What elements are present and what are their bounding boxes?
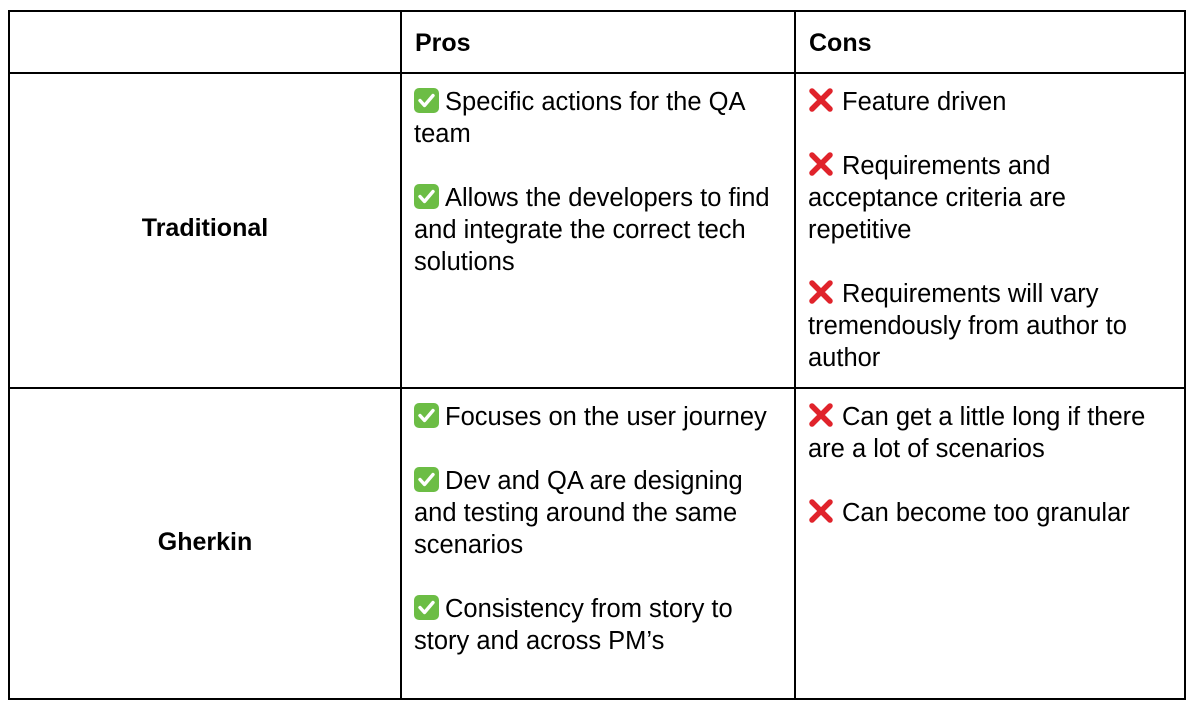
con-item xyxy=(808,278,1174,374)
check-mark-button-icon xyxy=(414,403,439,428)
header-cell-cons: Cons xyxy=(809,29,872,57)
con-item xyxy=(808,86,1174,118)
pro-text: Focuses on the user journey xyxy=(445,403,767,431)
cons-cell-gherkin xyxy=(796,387,1184,700)
cons-cell-traditional xyxy=(796,72,1184,387)
table-row-gherkin xyxy=(10,387,1184,700)
check-mark-button-icon xyxy=(414,467,439,492)
pro-item xyxy=(414,465,784,561)
check-mark-button-icon xyxy=(414,88,439,113)
con-text: Can get a little long if there are a lot of scenarios xyxy=(808,403,1146,463)
row-label-gherkin: Gherkin xyxy=(10,387,402,700)
pro-item xyxy=(414,593,784,657)
con-item xyxy=(808,401,1174,465)
pro-text: Dev and QA are designing and testing around the same scenarios xyxy=(414,467,743,559)
cross-mark-icon xyxy=(808,87,834,113)
check-mark-button-icon xyxy=(414,595,439,620)
row-label-traditional: Traditional xyxy=(10,72,402,387)
header-cell-empty xyxy=(10,12,402,72)
pro-item xyxy=(414,182,784,278)
pro-text: Specific actions for the QA team xyxy=(414,88,745,148)
pros-cell-traditional xyxy=(402,72,796,387)
con-text: Requirements and acceptance criteria are repetitive xyxy=(808,152,1066,244)
cross-mark-icon xyxy=(808,498,834,524)
cross-mark-icon xyxy=(808,279,834,305)
check-mark-button-icon xyxy=(414,184,439,209)
header-cell-pros: Pros xyxy=(402,12,796,72)
pro-item xyxy=(414,401,784,433)
pro-text: Allows the developers to find and integrate the correct tech solutions xyxy=(414,184,770,276)
pros-cell-gherkin xyxy=(402,387,796,700)
con-text: Requirements will vary tremendously from author to author xyxy=(808,280,1127,372)
con-text: Feature driven xyxy=(842,88,1007,116)
pro-item xyxy=(414,86,784,150)
comparison-table xyxy=(8,10,1186,700)
con-item xyxy=(808,497,1174,529)
cross-mark-icon xyxy=(808,402,834,428)
con-text: Can become too granular xyxy=(842,499,1130,527)
table-row-traditional xyxy=(10,72,1184,389)
header-row xyxy=(10,12,1184,74)
pro-text: Consistency from story to story and across PM’s xyxy=(414,595,733,655)
con-item xyxy=(808,150,1174,246)
cross-mark-icon xyxy=(808,151,834,177)
